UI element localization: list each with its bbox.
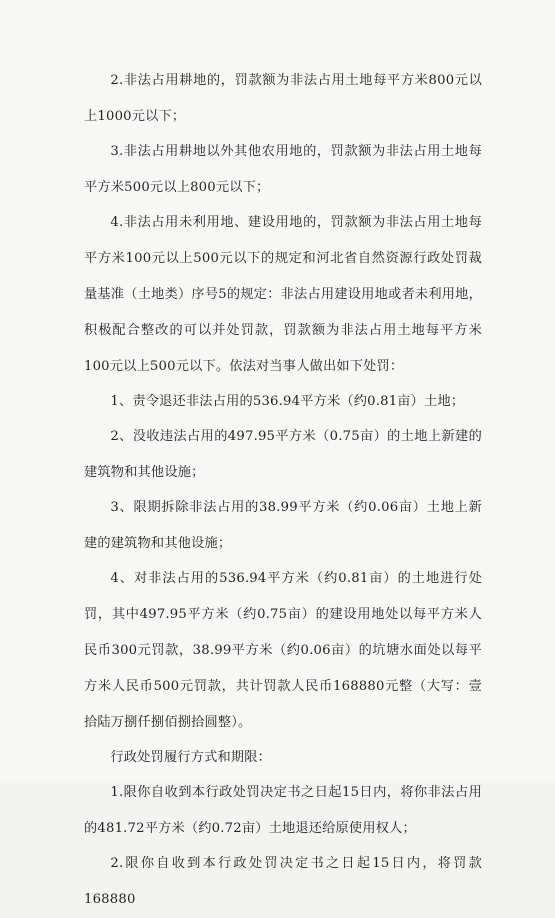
- paragraph-penalty-unused-construction-land: 4.非法占用未利用地、建设用地的，罚款额为非法占用土地每平方米100元以上500元以下的规定和河北省自然资源行政处罚裁量基准（土地类）序号5的规定：非法占用建设用地或者未利用地，积极配合整改的可以并处罚款，罚款额为非法占用土地每平方米100元以上500元以下。依法对当事人做出如下处罚：: [84, 215, 482, 374]
- section-heading-execution-method: 行政处罚履行方式和期限：: [110, 750, 272, 765]
- paragraph-demolish-buildings: 3、限期拆除非法占用的38.99平方米（约0.06亩）土地上新建的建筑物和其他设施；: [84, 500, 482, 551]
- paragraph-penalty-other-agricultural-land: 3.非法占用耕地以外其他农用地的，罚款额为非法占用土地每平方米500元以上800元以下；: [84, 144, 482, 195]
- paragraph-penalty-cultivated-land: 2.非法占用耕地的，罚款额为非法占用土地每平方米800元以上1000元以下；: [84, 73, 482, 124]
- paragraph-fine-details: 4、对非法占用的536.94平方米（约0.81亩）的土地进行处罚，其中497.95平方米（约0.75亩）的建设用地处以每平方米人民币300元罚款，38.99平方米（约0.06亩）的坑塘水面处以每平方米人民币500元罚款，共计罚款人民币168880元整（大写：壹拾陆万捌仟捌佰捌拾圆整）。: [84, 571, 482, 730]
- paragraph-deadline-return-land: 1.限你自收到本行政处罚决定书之日起15日内，将你非法占用的481.72平方米（约0.72亩）土地退还给原使用权人；: [84, 785, 482, 836]
- paragraph-deadline-pay-fine: 2.限你自收到本行政处罚决定书之日起15日内，将罚款168880: [84, 856, 482, 907]
- paragraph-confiscate-buildings: 2、没收违法占用的497.95平方米（0.75亩）的土地上新建的建筑物和其他设施；: [84, 429, 482, 480]
- document-body: [84, 63, 482, 918]
- paragraph-order-return-land: 1、责令退还非法占用的536.94平方米（约0.81亩）土地；: [110, 394, 465, 409]
